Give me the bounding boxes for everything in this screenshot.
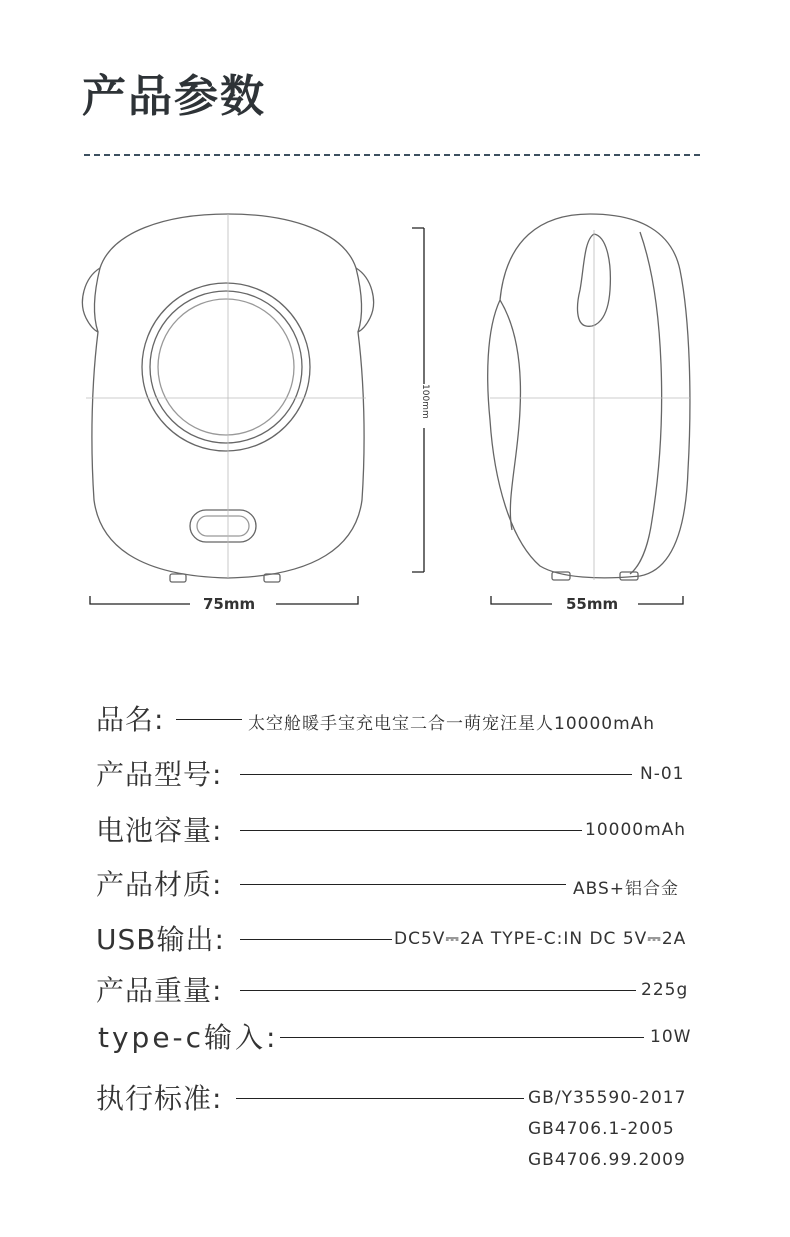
front-button [190, 510, 256, 542]
spec-label: 产品重量: [96, 974, 223, 1007]
spec-value: N-01 [640, 764, 685, 784]
spec-row-usb-output [0, 918, 790, 958]
spec-leader-line [176, 719, 242, 720]
spec-row-material [0, 863, 790, 903]
spec-row-weight [0, 969, 790, 1009]
spec-value: GB/Y35590-2017 [528, 1088, 687, 1108]
front-ring-inner [150, 291, 302, 443]
spec-leader-line [240, 830, 582, 831]
spec-leader-line [280, 1037, 644, 1038]
spec-leader-line [240, 884, 566, 885]
width-label: 75mm [203, 595, 256, 613]
height-label: 100mm [420, 384, 430, 419]
standard-extra-line: GB4706.99.2009 [528, 1150, 686, 1170]
spec-row-standard [0, 1077, 790, 1117]
spec-row-model [0, 753, 790, 793]
spec-leader-line [240, 774, 632, 775]
spec-label: 品名: [96, 703, 165, 736]
spec-label: 执行标准: [96, 1082, 223, 1115]
standard-extra-line: GB4706.1-2005 [528, 1119, 675, 1139]
front-window [158, 299, 294, 435]
side-face-curve [500, 300, 520, 530]
front-right-ear [356, 268, 362, 332]
spec-value: ABS+铝合金 [573, 879, 680, 899]
page-title: 产品参数 [82, 71, 266, 122]
spec-row-name [0, 698, 790, 738]
spec-row-battery [0, 809, 790, 849]
spec-label: 产品型号: [96, 758, 223, 791]
spec-label: 产品材质: [96, 868, 223, 901]
side-body-outline [488, 214, 690, 578]
spec-value: DC5V⎓2A TYPE-C:IN DC 5V⎓2A [394, 929, 687, 949]
product-drawing [0, 200, 790, 620]
front-button-inner [197, 516, 249, 536]
front-left-ear [95, 268, 101, 332]
spec-value: 太空舱暖手宝充电宝二合一萌宠汪星人10000mAh [248, 714, 656, 734]
spec-value: 10W [650, 1027, 692, 1047]
spec-leader-line [236, 1098, 524, 1099]
front-foot-left [170, 574, 186, 582]
spec-row-typec-input [0, 1016, 790, 1056]
spec-leader-line [240, 990, 636, 991]
depth-label: 55mm [566, 595, 619, 613]
spec-label: 电池容量: [96, 814, 223, 847]
dashed-divider [84, 154, 700, 156]
spec-value: 10000mAh [585, 820, 687, 840]
side-back-curve [630, 232, 662, 574]
spec-label: USB输出: [96, 923, 225, 956]
spec-leader-line [240, 939, 392, 940]
spec-value: 225g [641, 980, 689, 1000]
front-ring-outer [142, 283, 310, 451]
spec-label: type-c输入: [98, 1021, 279, 1054]
